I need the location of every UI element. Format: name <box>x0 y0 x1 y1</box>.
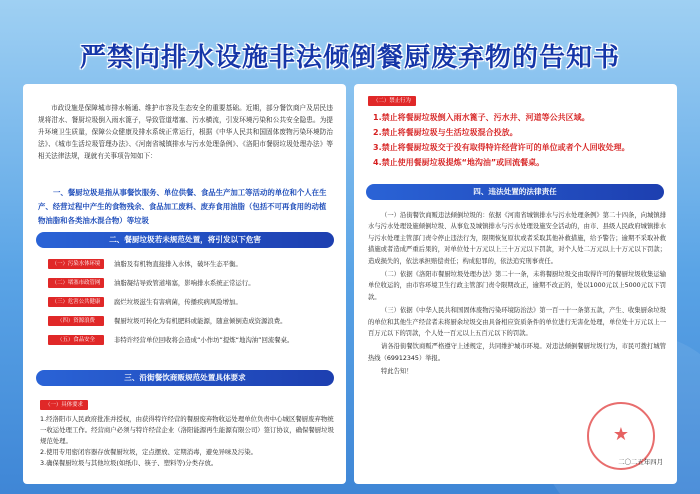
requirement-item: 1.经洛阳市人民政府批准并授权，由获得特许经营的餐厨废弃物收运处理单位负责中心城区餐厨废弃物统一收运处理工作。经营商户必须与特许经营企业（洛阳能源再生能源有限公司）签订协议，确保餐厨垃圾规范处理。 <box>40 415 334 445</box>
harm-item <box>48 277 333 289</box>
section-3-heading: 三、沿街餐饮商贩规范处置具体要求 <box>36 370 334 386</box>
signature-block <box>618 456 663 468</box>
legal-liability-text <box>368 210 666 380</box>
harm-item <box>48 334 333 346</box>
law-paragraph: 请各沿街餐饮商贩严格遵守上述规定，共同维护城市环境。对违法倾倒餐厨垃圾行为，市民可拨打城管热线（69912345）举报。 <box>368 343 666 362</box>
harm-tag: （五）食品安全 <box>48 335 104 345</box>
notice-title: 严禁向排水设施非法倾倒餐厨废弃物的告知书 <box>79 43 620 73</box>
harm-text: 油脂凝结导致管道堵塞，影响排水系统正常运行。 <box>114 279 255 287</box>
harm-item <box>48 258 333 270</box>
prohibited-item: 3.禁止将餐厨垃圾交于没有取得特许经营许可的单位或者个人回收处理。 <box>373 143 630 152</box>
requirement-item: 3.确保餐厨垃圾与其他垃圾(如纸巾、筷子、塑料等)分类存放。 <box>40 459 218 467</box>
requirement-item: 2.使用专用密闭容器存放餐厨垃圾，定点摆放、定期消毒，避免异味及污染。 <box>40 448 257 456</box>
harm-item <box>48 315 333 327</box>
harm-text: 腐烂垃圾滋生有害病菌，传播疾病风险增加。 <box>114 298 242 306</box>
prohibited-tag: （二）禁止行为 <box>368 96 416 106</box>
seal-star-icon: ★ <box>612 424 630 445</box>
intro-paragraph: 市政设施是保障城市排水畅通、维护市容及生态安全的重要基础。近期，部分餐饮商户及居民违规将泔水、餐厨垃圾倒入雨水篦子，导致管道堵塞、污水横流，引发环境污染和公共安全隐患。为提升环境卫生质量，保障公众健康及排水系统正常运行，根据《中华人民共和国固体废物污染环境防治法》、《城市生活垃圾管理办法》、《河南省城镇排水与污水处理条例》、《洛阳市餐厨垃圾处理办法》等相关法律法规，现就有关事项告知如下： <box>38 104 333 160</box>
prohibited-list <box>373 110 668 170</box>
law-paragraph: （二）依据《洛阳市餐厨垃圾处理办法》第二十一条，未将餐厨垃圾交由取得许可的餐厨垃圾收集运输单位收运的，由市容环境卫生行政主管部门责令限期改正，逾期不改正的，处以1000元以上5000元以下罚款。 <box>368 271 666 301</box>
section-2-heading: 二、餐厨垃圾若未规范处置，将引发以下危害 <box>36 232 334 248</box>
harm-text: 餐厨垃圾可转化为有机肥料或能源，随意倾倒造成资源浪费。 <box>114 317 287 325</box>
harm-text: 非特许经营单位回收将会造成“小作坊”提炼“地沟油”回流餐桌。 <box>114 336 294 344</box>
harm-tag: （四）资源浪费 <box>48 316 104 326</box>
prohibited-item: 2.禁止将餐厨垃圾与生活垃圾混合投放。 <box>373 128 518 137</box>
section-4-heading: 四、违法处置的法律责任 <box>366 184 664 200</box>
issue-date: 二〇二五年四月 <box>618 458 663 466</box>
harm-tag: （二）堵塞市政管网 <box>48 278 104 288</box>
law-paragraph: （一）沿街餐饮商贩违法倾倒垃圾的：依据《河南省城镇排水与污水处理条例》第二十四条，向城镇排水与污水处理设施倾倒垃圾、从事危及城镇排水与污水处理设施安全活动的，由市、县级人民政府城镇排水与污水处理主管部门责令停止违法行为，限期恢复原状或者采取其他补救措施，给予警告；逾期不采取补救措施或者造成严重后果的，对单位处十万元以上三十万元以下罚款，对个人处二万元以上十万元以下罚款；造成损失的，依法承担赔偿责任；构成犯罪的，依法追究刑事责任。 <box>368 212 666 265</box>
prohibited-item: 1.禁止将餐厨垃圾倒入雨水篦子、污水井、河道等公共区域。 <box>373 113 590 122</box>
harm-tag: （一）污染水体环境 <box>48 259 104 269</box>
prohibited-item: 4.禁止使用餐厨垃圾提炼“地沟油”或回流餐桌。 <box>373 158 545 167</box>
harm-text: 油脂及有机物直接排入水体，破坏生态平衡。 <box>114 260 242 268</box>
requirements-tag: （一）具体要求 <box>40 400 88 410</box>
harm-tag: （三）危害公共健康 <box>48 297 104 307</box>
right-panel <box>354 84 677 484</box>
section-1-definition: 一、餐厨垃圾是指从事餐饮服务、单位供餐、食品生产加工等活动的单位和个人在生产、经营过程中产生的食物残余、食品加工废料、废弃食用油脂（包括不可再食用的动植物油脂和各类油水混合物）等垃圾 <box>38 188 327 225</box>
harm-item <box>48 296 333 308</box>
left-panel <box>23 84 346 484</box>
law-paragraph: （三）依据《中华人民共和国固体废物污染环境防治法》第一百一十一条第五款，产生、收集厨余垃圾的单位和其他生产经营者未将厨余垃圾交由具备相应资质条件的单位进行无害化处理，单位处十万元以上一百万元以下的罚款，个人处一百元以上五百元以下的罚款。 <box>368 307 666 338</box>
requirements-list <box>40 414 334 469</box>
law-paragraph: 特此告知！ <box>381 368 413 376</box>
